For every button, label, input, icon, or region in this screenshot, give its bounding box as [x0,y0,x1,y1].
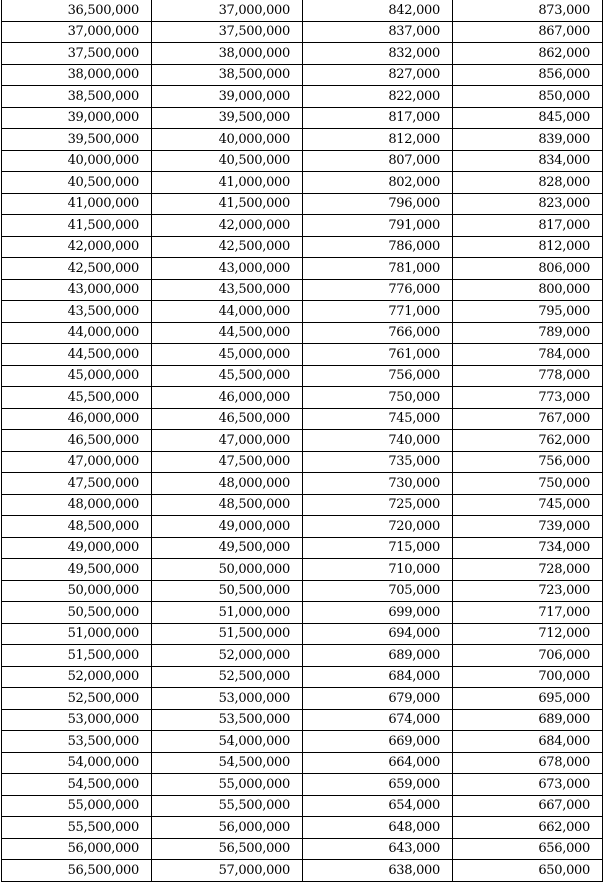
table-cell: 37,500,000 [2,43,152,65]
table-row [2,365,603,387]
table-cell: 56,500,000 [2,860,152,882]
table-cell: 48,500,000 [2,516,152,538]
table-row [2,494,603,516]
table-cell: 786,000 [303,236,453,258]
table-cell: 49,000,000 [2,537,152,559]
table-cell: 789,000 [453,322,603,344]
table-cell: 51,000,000 [152,602,303,624]
table-row [2,107,603,129]
table-cell: 684,000 [303,666,453,688]
table-cell: 781,000 [303,258,453,280]
table-cell: 638,000 [303,860,453,882]
table-cell: 784,000 [453,344,603,366]
table-cell: 807,000 [303,150,453,172]
table-cell: 773,000 [453,387,603,409]
table-cell: 689,000 [453,709,603,731]
table-cell: 730,000 [303,473,453,495]
table-cell: 695,000 [453,688,603,710]
table-cell: 827,000 [303,64,453,86]
table-row [2,623,603,645]
table-row [2,64,603,86]
table-cell: 706,000 [453,645,603,667]
table-cell: 39,500,000 [2,129,152,151]
table-cell: 796,000 [303,193,453,215]
table-cell: 710,000 [303,559,453,581]
table-row [2,408,603,430]
table-cell: 46,000,000 [152,387,303,409]
table-row [2,387,603,409]
table-cell: 39,000,000 [152,86,303,108]
table-cell: 48,500,000 [152,494,303,516]
table-cell: 42,500,000 [2,258,152,280]
table-row [2,752,603,774]
table-cell: 650,000 [453,860,603,882]
table-row [2,43,603,65]
table-row [2,838,603,860]
table-cell: 40,500,000 [2,172,152,194]
table-cell: 817,000 [453,215,603,237]
table-cell: 745,000 [453,494,603,516]
table-row [2,430,603,452]
table-cell: 55,500,000 [152,795,303,817]
table-cell: 44,000,000 [152,301,303,323]
table-cell: 40,000,000 [152,129,303,151]
table-cell: 699,000 [303,602,453,624]
table-cell: 828,000 [453,172,603,194]
table-cell: 36,500,000 [2,0,152,21]
data-table [1,0,603,882]
table-cell: 48,000,000 [2,494,152,516]
table-cell: 44,500,000 [152,322,303,344]
table-cell: 740,000 [303,430,453,452]
table-cell: 54,500,000 [2,774,152,796]
table-cell: 664,000 [303,752,453,774]
table-cell: 667,000 [453,795,603,817]
table-cell: 45,500,000 [152,365,303,387]
table-cell: 771,000 [303,301,453,323]
table-cell: 839,000 [453,129,603,151]
table-cell: 47,500,000 [152,451,303,473]
table-cell: 55,000,000 [2,795,152,817]
table-cell: 42,000,000 [152,215,303,237]
table-row [2,344,603,366]
table-row [2,193,603,215]
table-cell: 41,000,000 [152,172,303,194]
table-cell: 761,000 [303,344,453,366]
table-cell: 51,500,000 [2,645,152,667]
table-cell: 795,000 [453,301,603,323]
table-cell: 39,000,000 [2,107,152,129]
table-cell: 51,500,000 [152,623,303,645]
table-row [2,215,603,237]
table-cell: 49,000,000 [152,516,303,538]
table-cell: 38,000,000 [152,43,303,65]
table-cell: 52,500,000 [152,666,303,688]
table-cell: 720,000 [303,516,453,538]
table-cell: 54,000,000 [152,731,303,753]
table-cell: 53,500,000 [2,731,152,753]
table-row [2,580,603,602]
table-cell: 53,000,000 [152,688,303,710]
table-cell: 49,500,000 [2,559,152,581]
table-cell: 56,500,000 [152,838,303,860]
table-cell: 767,000 [453,408,603,430]
table-cell: 834,000 [453,150,603,172]
table-cell: 750,000 [453,473,603,495]
table-row [2,0,603,21]
table-cell: 837,000 [303,21,453,43]
table-cell: 643,000 [303,838,453,860]
table-cell: 750,000 [303,387,453,409]
table-row [2,258,603,280]
table-row [2,602,603,624]
table-cell: 812,000 [453,236,603,258]
table-row [2,301,603,323]
table-cell: 55,000,000 [152,774,303,796]
table-cell: 55,500,000 [2,817,152,839]
table-cell: 50,500,000 [152,580,303,602]
table-body [2,0,603,881]
table-cell: 694,000 [303,623,453,645]
table-cell: 47,500,000 [2,473,152,495]
table-cell: 656,000 [453,838,603,860]
table-cell: 44,500,000 [2,344,152,366]
table-row [2,860,603,882]
table-cell: 823,000 [453,193,603,215]
table-cell: 778,000 [453,365,603,387]
table-cell: 862,000 [453,43,603,65]
table-cell: 57,000,000 [152,860,303,882]
table-cell: 37,000,000 [2,21,152,43]
table-cell: 45,000,000 [152,344,303,366]
table-cell: 791,000 [303,215,453,237]
table-cell: 45,500,000 [2,387,152,409]
table-cell: 37,500,000 [152,21,303,43]
table-row [2,774,603,796]
table-cell: 715,000 [303,537,453,559]
table-row [2,172,603,194]
table-cell: 674,000 [303,709,453,731]
table-cell: 52,000,000 [152,645,303,667]
table-cell: 54,000,000 [2,752,152,774]
table-cell: 745,000 [303,408,453,430]
table-cell: 52,000,000 [2,666,152,688]
table-cell: 734,000 [453,537,603,559]
table-cell: 50,000,000 [152,559,303,581]
table-cell: 700,000 [453,666,603,688]
table-cell: 56,000,000 [152,817,303,839]
table-cell: 38,500,000 [2,86,152,108]
table-cell: 41,500,000 [2,215,152,237]
table-cell: 832,000 [303,43,453,65]
table-cell: 56,000,000 [2,838,152,860]
table-cell: 38,500,000 [152,64,303,86]
table-cell: 723,000 [453,580,603,602]
table-row [2,645,603,667]
table-cell: 37,000,000 [152,0,303,21]
table-row [2,688,603,710]
table-row [2,537,603,559]
table-row [2,236,603,258]
table-cell: 873,000 [453,0,603,21]
table-cell: 856,000 [453,64,603,86]
table-cell: 48,000,000 [152,473,303,495]
table-cell: 43,000,000 [152,258,303,280]
table-cell: 648,000 [303,817,453,839]
table-cell: 850,000 [453,86,603,108]
table-cell: 40,000,000 [2,150,152,172]
table-cell: 812,000 [303,129,453,151]
table-row [2,129,603,151]
table-cell: 822,000 [303,86,453,108]
table-row [2,666,603,688]
table-cell: 800,000 [453,279,603,301]
table-cell: 845,000 [453,107,603,129]
table-row [2,559,603,581]
table-row [2,817,603,839]
table-row [2,279,603,301]
table-cell: 53,500,000 [152,709,303,731]
table-row [2,150,603,172]
table-cell: 817,000 [303,107,453,129]
table-cell: 50,500,000 [2,602,152,624]
table-row [2,795,603,817]
table-cell: 41,000,000 [2,193,152,215]
table-cell: 41,500,000 [152,193,303,215]
table-cell: 39,500,000 [152,107,303,129]
table-cell: 766,000 [303,322,453,344]
table-cell: 42,500,000 [152,236,303,258]
table-cell: 842,000 [303,0,453,21]
table-cell: 684,000 [453,731,603,753]
table-row [2,731,603,753]
table-row [2,473,603,495]
table-cell: 46,500,000 [2,430,152,452]
table-cell: 756,000 [303,365,453,387]
table-cell: 654,000 [303,795,453,817]
table-cell: 51,000,000 [2,623,152,645]
table-row [2,21,603,43]
table-cell: 46,500,000 [152,408,303,430]
table-cell: 47,000,000 [152,430,303,452]
table-cell: 42,000,000 [2,236,152,258]
table-cell: 52,500,000 [2,688,152,710]
table-cell: 47,000,000 [2,451,152,473]
table-cell: 49,500,000 [152,537,303,559]
table-cell: 806,000 [453,258,603,280]
table-cell: 43,500,000 [152,279,303,301]
table-cell: 662,000 [453,817,603,839]
table-cell: 43,000,000 [2,279,152,301]
table-cell: 739,000 [453,516,603,538]
table-cell: 735,000 [303,451,453,473]
table-cell: 40,500,000 [152,150,303,172]
table-cell: 712,000 [453,623,603,645]
table-cell: 728,000 [453,559,603,581]
table-cell: 50,000,000 [2,580,152,602]
table-cell: 725,000 [303,494,453,516]
table-cell: 44,000,000 [2,322,152,344]
table-cell: 762,000 [453,430,603,452]
table-cell: 659,000 [303,774,453,796]
table-cell: 53,000,000 [2,709,152,731]
table-cell: 45,000,000 [2,365,152,387]
table-cell: 689,000 [303,645,453,667]
table-cell: 776,000 [303,279,453,301]
table-cell: 802,000 [303,172,453,194]
table-cell: 705,000 [303,580,453,602]
table-cell: 669,000 [303,731,453,753]
table-row [2,709,603,731]
table-cell: 678,000 [453,752,603,774]
table-cell: 673,000 [453,774,603,796]
table-cell: 717,000 [453,602,603,624]
table-cell: 46,000,000 [2,408,152,430]
table-cell: 38,000,000 [2,64,152,86]
table-cell: 756,000 [453,451,603,473]
table-row [2,516,603,538]
table-row [2,86,603,108]
table-row [2,451,603,473]
table-cell: 867,000 [453,21,603,43]
table-cell: 54,500,000 [152,752,303,774]
table-cell: 43,500,000 [2,301,152,323]
table-row [2,322,603,344]
table-cell: 679,000 [303,688,453,710]
